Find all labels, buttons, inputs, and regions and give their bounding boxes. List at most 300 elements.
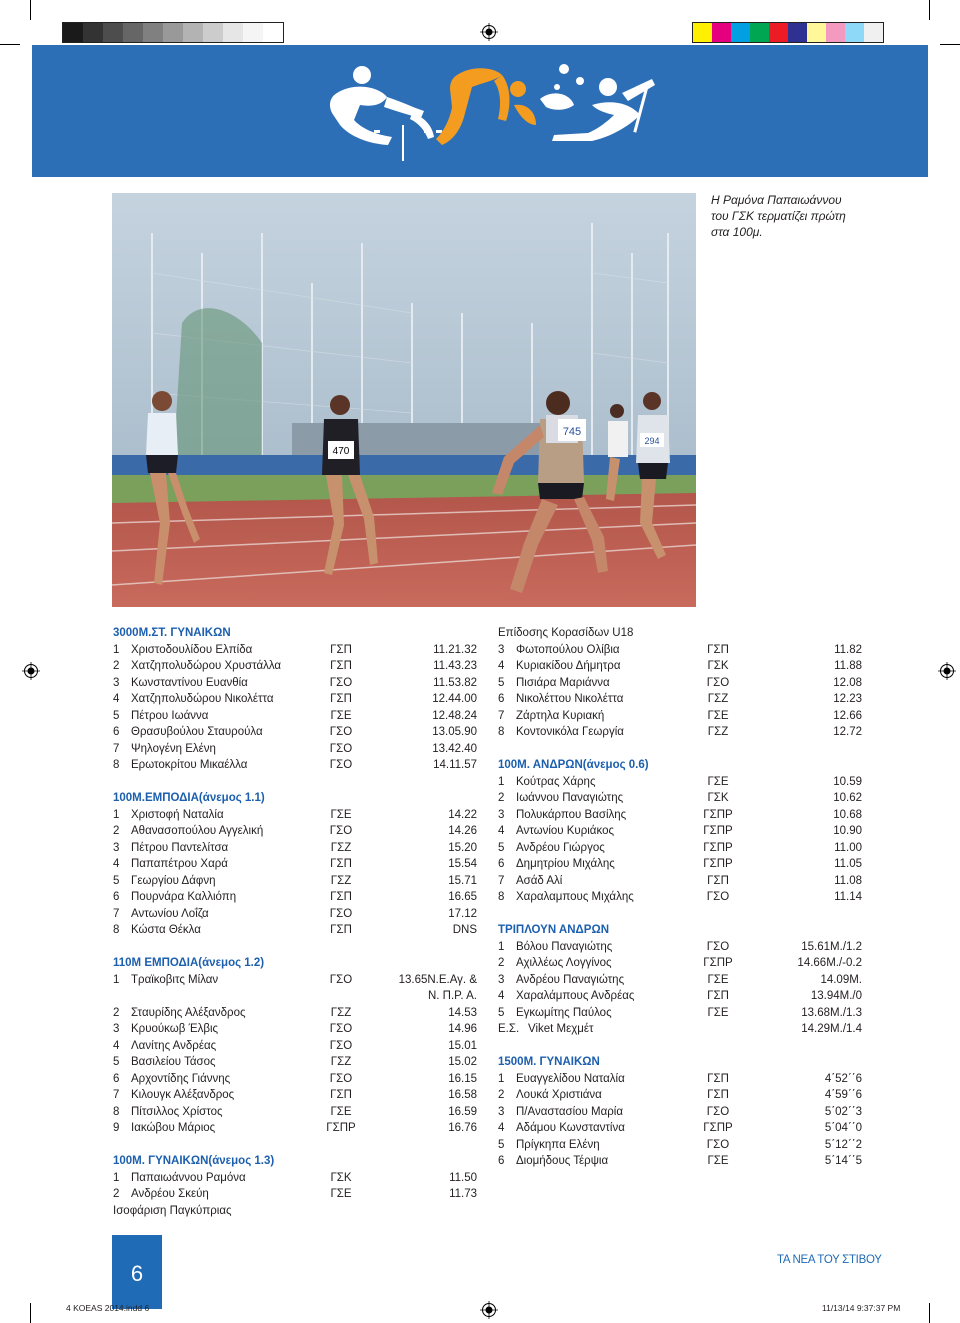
caption-line: στα 100μ. <box>711 225 763 239</box>
crop-mark <box>30 1303 31 1323</box>
race-photo <box>112 193 696 607</box>
result-position: 3 <box>113 1023 120 1035</box>
result-row <box>113 922 479 939</box>
result-position: 5 <box>113 1056 120 1068</box>
result-row <box>498 889 864 906</box>
athlete-name: Π/Αναστασίου Μαρία <box>516 1105 623 1118</box>
result-mark: 4΄59΄΄6 <box>824 1089 862 1101</box>
result-mark: 11.82 <box>834 643 862 656</box>
result-position: 5 <box>498 676 505 689</box>
athlete-name: Χριστοφή Ναταλία <box>131 808 224 821</box>
result-row <box>113 691 479 708</box>
result-mark: 14.26 <box>448 825 477 837</box>
athlete-name: Ανδρέου Σκεύη <box>131 1188 209 1200</box>
athlete-name: Ανδρέου Παναγιώτης <box>516 973 625 986</box>
result-mark: 5΄04΄΄0 <box>824 1122 862 1134</box>
club-code: ΓΣΠ <box>707 874 729 887</box>
athlete-name: Βόλου Παναγιώτης <box>516 940 613 953</box>
result-position: 3 <box>498 643 505 656</box>
club-code: ΓΣΖ <box>330 1006 352 1019</box>
club-code: ΓΣΠ <box>330 891 352 903</box>
result-position: 4 <box>113 858 120 870</box>
result-mark: 13.68Μ./1.3 <box>801 1006 862 1019</box>
event-heading: 100Μ. ΑΝΔΡΩΝ(άνεμος 0.6) <box>498 759 649 771</box>
club-code: ΓΣΠ <box>330 1089 352 1101</box>
result-mark: 15.02 <box>448 1056 477 1068</box>
result-position: 7 <box>498 874 505 887</box>
section-gap <box>498 906 864 923</box>
result-mark: 14.09Μ. <box>820 973 862 986</box>
result-mark: 15.54 <box>448 858 477 870</box>
section-gap <box>113 774 479 791</box>
club-code: ΓΣΕ <box>707 709 729 722</box>
print-slug-date: 11/13/14 9:37:37 PM <box>822 1303 901 1313</box>
athletics-pictograms-icon <box>32 45 928 177</box>
club-code: ΓΣΠ <box>330 858 352 870</box>
result-position: 4 <box>113 1039 120 1052</box>
result-position: 4 <box>498 1122 505 1134</box>
club-code: ΓΣΕ <box>707 775 729 788</box>
result-row <box>498 823 864 840</box>
result-mark: 16.58 <box>448 1089 477 1101</box>
result-mark: 11.50 <box>449 1171 477 1184</box>
athlete-name: Αντωνίου Κυριάκος <box>516 825 615 837</box>
result-position: 7 <box>498 709 505 722</box>
club-code: ΓΣΟ <box>329 1023 353 1035</box>
result-position: 7 <box>113 742 120 755</box>
bib-number: 745 <box>562 426 582 438</box>
result-position: 5 <box>113 874 120 887</box>
result-mark: 16.15 <box>448 1072 477 1085</box>
athlete-name: Ανδρέου Γιώργος <box>516 841 605 854</box>
crop-mark <box>929 1303 930 1323</box>
athlete-name: Λουκά Χριστιάνα <box>516 1089 602 1101</box>
result-mark: 11.00 <box>834 841 862 854</box>
club-code: ΓΣΕ <box>707 1155 729 1167</box>
athlete-name: Χριστοδουλίδου Ελπίδα <box>131 643 253 656</box>
result-row <box>113 1071 479 1088</box>
result-row <box>113 823 479 840</box>
athlete-name: Ευαγγελίδου Ναταλία <box>516 1072 625 1085</box>
grayscale-calibration-bar <box>62 22 284 43</box>
athlete-name: Βασιλείου Τάσος <box>131 1056 216 1068</box>
athlete-name: Γεωργίου Δάφνη <box>131 874 216 887</box>
crop-mark <box>929 0 930 20</box>
club-code: ΓΣΠΡ <box>703 1122 733 1134</box>
result-position: 8 <box>498 726 505 738</box>
club-code: ΓΣΟ <box>706 891 730 903</box>
section-gap <box>498 741 864 758</box>
athlete-name: Viket Μεχμέτ <box>528 1023 594 1035</box>
result-position: 1 <box>113 808 120 821</box>
result-position: 8 <box>113 759 120 771</box>
record-note: Ισοφάριση Παγκύπριας <box>113 1204 232 1217</box>
club-code: ΓΣΟ <box>329 676 353 689</box>
athlete-name: Λανίτης Ανδρέας <box>131 1039 217 1052</box>
result-mark: 16.59 <box>448 1105 477 1118</box>
club-code: ΓΣΟ <box>706 676 730 689</box>
result-mark: 12.48.24 <box>432 709 477 722</box>
magazine-title: ΤΑ ΝΕΑ ΤΟΥ ΣΤΙΒΟΥ <box>777 1254 882 1266</box>
result-row <box>498 642 864 659</box>
result-position: 6 <box>498 1155 505 1167</box>
club-code: ΓΣΟ <box>706 940 730 953</box>
club-code: ΓΣΕ <box>330 1188 352 1200</box>
result-mark: 10.68 <box>833 808 862 821</box>
result-position: 2 <box>113 1188 120 1200</box>
result-position: 5 <box>498 841 505 854</box>
club-code: ΓΣΠ <box>707 643 729 656</box>
result-row <box>498 658 864 675</box>
photo-caption <box>711 192 881 240</box>
result-position: 1 <box>498 775 505 788</box>
result-position: Ε.Σ. <box>498 1023 520 1035</box>
athlete-name: Παπαπέτρου Χαρά <box>131 858 228 870</box>
club-code: ΓΣΠ <box>330 924 352 936</box>
athlete-name: Αρχοντίδης Γιάννης <box>131 1072 231 1085</box>
result-mark: 16.65 <box>448 891 477 903</box>
athlete-name: Πουρνάρα Καλλιόπη <box>131 891 237 903</box>
event-heading: 1500Μ. ΓΥΝΑΙΚΩΝ <box>498 1056 600 1068</box>
crop-mark <box>940 44 960 45</box>
section-gap <box>113 939 479 956</box>
athlete-name: Διομήδους Τέρψια <box>516 1155 609 1167</box>
page-number: 6 <box>130 1261 144 1286</box>
event-heading: 100Μ.ΕΜΠΟΔΙΑ(άνεμος 1.1) <box>113 792 265 804</box>
result-row <box>498 856 864 873</box>
sprinters-photo-icon <box>112 193 696 607</box>
result-position: 8 <box>498 891 505 903</box>
athlete-name: Αδάμου Κωνσταντίνα <box>516 1122 625 1134</box>
athlete-name: Αντωνίου Λοΐζα <box>131 907 209 920</box>
result-row <box>113 675 479 692</box>
result-position: 4 <box>113 693 120 705</box>
result-mark: 11.14 <box>834 891 862 903</box>
result-mark: 11.73 <box>449 1188 477 1200</box>
result-row <box>498 873 864 890</box>
club-code: ΓΣΟ <box>706 1138 730 1151</box>
result-row <box>498 1137 864 1154</box>
athlete-name: Τραϊκοβιτς Μίλαν <box>131 973 219 986</box>
club-code: ΓΣΖ <box>330 1056 352 1068</box>
result-row <box>498 1021 864 1038</box>
result-row <box>113 1170 479 1187</box>
result-position: 1 <box>498 940 505 953</box>
result-mark: 10.90 <box>833 825 862 837</box>
page-number-tab <box>112 1235 162 1309</box>
result-row <box>113 642 479 659</box>
result-row <box>113 757 479 774</box>
athlete-name: Κρυούκωβ Έλβις <box>131 1023 219 1035</box>
result-row <box>498 955 864 972</box>
result-position: 1 <box>113 1171 120 1184</box>
result-position: 2 <box>498 957 505 969</box>
result-mark-line: 13.65Ν.Ε.Αγ. & <box>398 973 477 986</box>
athlete-name: Κώστα Θέκλα <box>131 924 201 936</box>
registration-mark-left-icon <box>22 662 40 680</box>
result-mark: 14.29Μ./1.4 <box>801 1023 862 1035</box>
athlete-name: Αθανασοπούλου Αγγελική <box>131 825 264 837</box>
result-position: 3 <box>498 808 505 821</box>
result-row <box>113 889 479 906</box>
result-row <box>498 790 864 807</box>
result-row <box>498 1087 864 1104</box>
club-code: ΓΣΠ <box>707 990 729 1002</box>
record-note: Επίδοσης Κορασίδων U18 <box>498 627 634 639</box>
result-position: 4 <box>498 660 505 672</box>
result-position: 8 <box>113 1105 120 1118</box>
result-position: 7 <box>113 1089 120 1101</box>
athlete-name: Πέτρου Παντελίτσα <box>131 841 229 854</box>
athlete-name: Παπαιωάννου Ραμόνα <box>131 1171 246 1184</box>
club-code: ΓΣΟ <box>706 1105 730 1118</box>
result-mark: 13.94Μ./0 <box>810 990 862 1002</box>
result-row <box>113 1054 479 1071</box>
result-row <box>113 856 479 873</box>
result-position: 2 <box>113 825 120 837</box>
result-mark: 15.20 <box>448 841 477 854</box>
result-mark: 14.11.57 <box>433 759 477 771</box>
result-position: 5 <box>498 1138 505 1151</box>
club-code: ΓΣΖ <box>330 874 352 887</box>
result-row <box>498 691 864 708</box>
result-mark: 10.59 <box>833 775 862 788</box>
result-mark: 14.96 <box>448 1023 477 1035</box>
club-code: ΓΣΠ <box>707 1072 729 1085</box>
result-position: 5 <box>113 709 120 722</box>
event-heading: ΤΡΙΠΛΟΥΝ ΑΝΔΡΩΝ <box>498 924 609 936</box>
result-position: 1 <box>498 1072 505 1085</box>
athlete-name: Αχιλλέως Λογγίνος <box>516 957 612 969</box>
result-mark: DNS <box>452 924 477 936</box>
crop-mark <box>30 0 31 20</box>
result-mark: 5΄12΄΄2 <box>824 1138 862 1151</box>
result-position: 6 <box>113 891 120 903</box>
result-mark: 11.53.82 <box>433 676 477 689</box>
athlete-name: Σταυρίδης Αλέξανδρος <box>131 1006 246 1019</box>
result-position: 6 <box>113 1072 120 1085</box>
event-heading: 110Μ ΕΜΠΟΔΙΑ(άνεμος 1.2) <box>113 957 265 969</box>
result-position: 9 <box>113 1122 120 1134</box>
result-position: 5 <box>498 1006 505 1019</box>
club-code: ΓΣΟ <box>329 759 353 771</box>
result-position: 6 <box>498 858 505 870</box>
result-row <box>113 873 479 890</box>
club-code: ΓΣΠΡ <box>703 957 733 969</box>
result-row <box>113 1087 479 1104</box>
result-row <box>113 708 479 725</box>
club-code: ΓΣΟ <box>329 907 353 920</box>
result-row <box>498 972 864 989</box>
result-position: 3 <box>113 676 120 689</box>
results-column-right <box>498 625 864 1170</box>
club-code: ΓΣΖ <box>330 841 352 854</box>
result-position: 8 <box>113 924 120 936</box>
result-row <box>498 1071 864 1088</box>
club-code: ΓΣΚ <box>707 792 729 804</box>
result-row <box>113 1186 479 1203</box>
club-code: ΓΣΟ <box>329 726 353 738</box>
result-position: 2 <box>113 1006 120 1019</box>
result-mark: 12.66 <box>833 709 862 722</box>
registration-mark-bottom-icon <box>480 1301 498 1319</box>
result-row <box>498 675 864 692</box>
result-mark: 10.62 <box>833 792 862 804</box>
result-mark: 12.72 <box>833 726 862 738</box>
athlete-name: Κοντονικόλα Γεωργία <box>516 726 624 738</box>
result-mark: 12.08 <box>833 676 862 689</box>
club-code: ΓΣΠ <box>330 693 352 705</box>
result-mark-line: Ν. Π.Ρ. Α. <box>427 990 477 1002</box>
caption-line: του ΓΣΚ τερματίζει πρώτη <box>711 209 846 223</box>
result-position: 1 <box>113 643 120 656</box>
club-code: ΓΣΟ <box>329 742 353 755</box>
result-position: 2 <box>498 1089 505 1101</box>
result-row <box>498 1005 864 1022</box>
club-code: ΓΣΠΡ <box>703 858 733 870</box>
section-gap <box>498 1038 864 1055</box>
result-row <box>113 1005 479 1022</box>
result-position: 4 <box>498 825 505 837</box>
result-position: 1 <box>113 973 120 986</box>
result-row <box>498 1153 864 1170</box>
athlete-name: Ασάδ Αλί <box>516 874 563 887</box>
athlete-name: Χατζηπολυδώρου Χρυστάλλα <box>131 660 282 672</box>
result-mark: 17.12 <box>448 907 477 920</box>
club-code: ΓΣΕ <box>330 709 352 722</box>
club-code: ΓΣΠ <box>707 1089 729 1101</box>
athlete-name: Χαραλάμπους Ανδρέας <box>516 990 635 1002</box>
result-mark: 11.43.23 <box>433 660 477 672</box>
result-mark: 14.22 <box>448 808 477 821</box>
result-mark: 12.23 <box>833 693 862 705</box>
result-mark: 11.21.32 <box>433 643 477 656</box>
result-position: 3 <box>498 1105 505 1118</box>
club-code: ΓΣΠΡ <box>703 808 733 821</box>
result-mark: 13.05.90 <box>432 726 477 738</box>
result-mark: 14.66Μ./-0.2 <box>797 957 862 969</box>
club-code: ΓΣΖ <box>707 693 729 705</box>
result-position: 3 <box>498 973 505 986</box>
result-mark: 15.61Μ./1.2 <box>801 940 862 953</box>
result-mark: 5΄14΄΄5 <box>824 1155 862 1167</box>
result-position: 7 <box>113 907 120 920</box>
club-code: ΓΣΠΡ <box>703 825 733 837</box>
result-row <box>498 939 864 956</box>
club-code: ΓΣΠΡ <box>326 1122 356 1134</box>
caption-line: Η Ραμόνα Παπαιωάννου <box>711 193 842 207</box>
athlete-name: Εγκωμίτης Παύλος <box>516 1006 612 1019</box>
athlete-name: Ιακώβου Μάριος <box>131 1122 216 1134</box>
athlete-name: Δημητρίου Μιχάλης <box>516 858 615 870</box>
result-row <box>498 1120 864 1137</box>
athlete-name: Πρίγκηπα Ελένη <box>516 1138 600 1151</box>
athlete-name: Νικολέττου Νικολέττα <box>516 693 624 705</box>
registration-mark-right-icon <box>938 662 956 680</box>
result-mark: 5΄02΄΄3 <box>824 1105 862 1118</box>
registration-mark-top-icon <box>480 23 498 41</box>
athlete-name: Ζάρτηλα Κυριακή <box>516 709 605 722</box>
result-row <box>498 708 864 725</box>
result-row <box>113 658 479 675</box>
result-row <box>113 1021 479 1038</box>
result-mark: 11.08 <box>834 874 862 887</box>
athlete-name: Ιωάννου Παναγιώτης <box>516 792 624 804</box>
section-gap <box>113 1137 479 1154</box>
club-code: ΓΣΚ <box>330 1171 352 1184</box>
result-position: 3 <box>113 841 120 854</box>
result-mark: 11.05 <box>834 858 862 870</box>
result-position: 4 <box>498 990 505 1002</box>
result-row <box>113 741 479 758</box>
athlete-name: Κιλουγκ Αλέξανδρος <box>131 1089 235 1101</box>
crop-mark <box>0 44 20 45</box>
event-heading: 100Μ. ΓΥΝΑΙΚΩΝ(άνεμος 1.3) <box>113 1155 275 1167</box>
result-row <box>113 1104 479 1121</box>
club-code: ΓΣΕ <box>330 1105 352 1118</box>
athlete-name: Πολυκάρπου Βασίλης <box>516 808 627 821</box>
result-position: 6 <box>498 693 505 705</box>
print-slug-file: 4 KOEAS 2014.indd 6 <box>66 1303 150 1313</box>
athlete-name: Φωτοπούλου Ολίβια <box>516 643 620 656</box>
club-code: ΓΣΕ <box>330 808 352 821</box>
result-row <box>498 807 864 824</box>
club-code: ΓΣΕ <box>707 973 729 986</box>
result-mark: 14.53 <box>448 1006 477 1019</box>
event-heading: 3000Μ.ΣΤ. ΓΥΝΑΙΚΩΝ <box>113 627 231 639</box>
result-mark: 16.76 <box>448 1122 477 1134</box>
results-column-left <box>113 625 479 1219</box>
result-mark: 12.44.00 <box>432 693 477 705</box>
result-mark: 13.42.40 <box>432 742 477 755</box>
athlete-name: Χατζηπολυδώρου Νικολέττα <box>131 693 274 705</box>
result-row <box>498 840 864 857</box>
result-mark: 11.88 <box>834 660 862 672</box>
result-row <box>113 1120 479 1137</box>
athlete-name: Ερωτοκρίτου Μικαέλλα <box>131 759 248 771</box>
club-code: ΓΣΠΡ <box>703 841 733 854</box>
result-row <box>113 724 479 741</box>
result-mark: 15.71 <box>448 874 477 887</box>
club-code: ΓΣΟ <box>329 1039 353 1052</box>
athlete-name: Κυριακίδου Δήμητρα <box>516 660 621 672</box>
result-mark <box>399 972 477 1005</box>
club-code: ΓΣΟ <box>329 973 353 986</box>
athlete-name: Θρασυβούλου Σταυρούλα <box>131 726 263 738</box>
result-mark: 15.01 <box>448 1039 477 1052</box>
result-row <box>113 906 479 923</box>
club-code: ΓΣΠ <box>330 660 352 672</box>
result-row <box>113 807 479 824</box>
athlete-name: Πίτσιλλος Χρίστος <box>131 1105 223 1118</box>
club-code: ΓΣΟ <box>329 1072 353 1085</box>
athlete-name: Κωνσταντίνου Ευανθία <box>131 676 248 689</box>
athlete-name: Ψηλογένη Ελένη <box>131 742 216 755</box>
club-code: ΓΣΟ <box>329 825 353 837</box>
result-row <box>498 988 864 1005</box>
athlete-name: Πισιάρα Μαριάννα <box>516 676 610 689</box>
club-code: ΓΣΖ <box>707 726 729 738</box>
header-banner <box>32 45 928 177</box>
color-calibration-bar <box>692 22 884 43</box>
club-code: ΓΣΕ <box>707 1006 729 1019</box>
result-row <box>498 1104 864 1121</box>
result-row <box>113 972 479 1005</box>
result-row <box>498 724 864 741</box>
result-position: 2 <box>498 792 505 804</box>
result-row <box>498 774 864 791</box>
club-code: ΓΣΚ <box>707 660 729 672</box>
